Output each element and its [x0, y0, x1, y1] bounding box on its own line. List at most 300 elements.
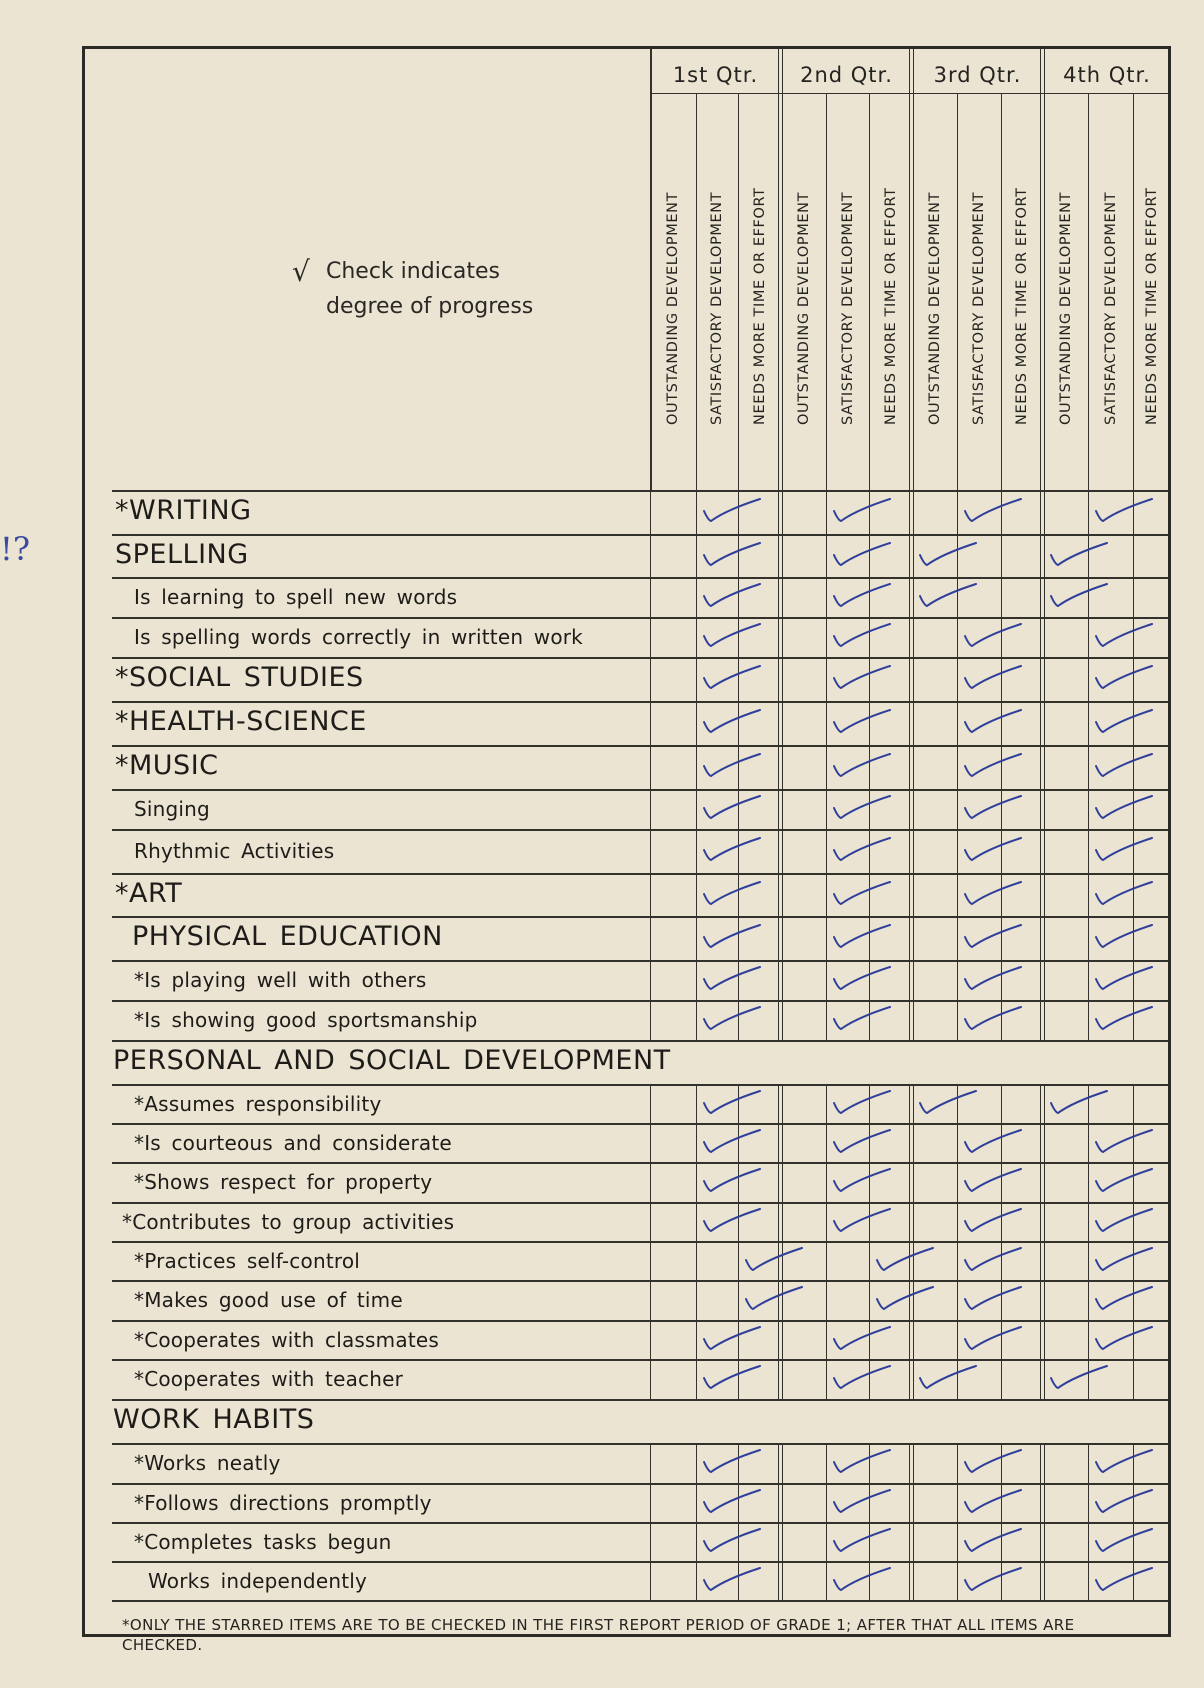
checkmark-icon: [702, 1322, 764, 1356]
legend-line-2: degree of progress: [326, 294, 534, 319]
column-rule: [1001, 577, 1002, 617]
quarter-rule: [778, 1162, 779, 1202]
column-rule: [696, 93, 697, 490]
row-label: *Cooperates with teacher: [134, 1367, 404, 1391]
row-label: *Completes tasks begun: [134, 1529, 392, 1554]
checkmark-icon: [832, 538, 894, 572]
column-rule: [1088, 1280, 1089, 1320]
column-rule: [650, 617, 651, 657]
checkmark-icon: [963, 920, 1025, 954]
column-rule: [650, 960, 651, 1000]
checkmark-icon: [963, 1445, 1025, 1479]
quarter-rule: [778, 916, 779, 960]
column-rule: [1088, 916, 1089, 960]
checkmark-icon: [832, 1086, 894, 1120]
quarter-rule: [782, 617, 783, 657]
row-label: *Practices self-control: [134, 1248, 361, 1273]
checkmark-icon: [1094, 1563, 1156, 1597]
column-rule: [826, 829, 827, 873]
quarter-rule: [782, 1522, 783, 1561]
quarter-rule: [1044, 1202, 1045, 1241]
quarter-rule: [909, 1202, 910, 1241]
column-label-q2-satisfactory: SATISFACTORY DEVELOPMENT: [839, 191, 856, 425]
column-rule: [826, 1162, 827, 1202]
column-rule: [650, 745, 651, 789]
checkmark-icon: [702, 619, 764, 653]
column-rule: [957, 829, 958, 873]
column-label-q1-needs-more: NEEDS MORE TIME OR EFFORT: [751, 187, 768, 425]
column-rule: [696, 1522, 697, 1561]
quarter-rule: [913, 1162, 914, 1202]
checkmark-icon: [963, 1282, 1025, 1316]
row-rule: [112, 829, 1168, 831]
column-rule: [650, 789, 651, 829]
checkmark-icon: [918, 1361, 980, 1395]
column-rule: [1088, 1483, 1089, 1522]
column-rule: [696, 1000, 697, 1040]
quarter-rule: [782, 1483, 783, 1522]
column-rule: [957, 1000, 958, 1040]
row-rule: [112, 916, 1168, 918]
column-rule: [826, 873, 827, 916]
quarter-rule: [909, 1162, 910, 1202]
quarter-rule: [1040, 534, 1041, 577]
checkmark-icon: √: [292, 255, 310, 288]
column-rule: [696, 534, 697, 577]
checkmark-icon: [832, 705, 894, 739]
column-rule: [650, 829, 651, 873]
column-label-q4-outstanding: OUTSTANDING DEVELOPMENT: [1057, 191, 1074, 425]
checkmark-icon: [875, 1282, 937, 1316]
checkmark-icon: [832, 920, 894, 954]
quarter-rule: [909, 577, 910, 617]
column-rule: [1088, 789, 1089, 829]
margin-annotation: !?: [0, 530, 31, 568]
column-rule: [1088, 617, 1089, 657]
checkmark-icon: [963, 494, 1025, 528]
quarter-rule: [1040, 490, 1041, 534]
quarter-rule: [1044, 1000, 1045, 1040]
checkmark-icon: [963, 749, 1025, 783]
column-rule: [1088, 701, 1089, 745]
column-rule: [1133, 1084, 1134, 1123]
quarter-rule: [1040, 617, 1041, 657]
column-rule: [1088, 1522, 1089, 1561]
quarter-rule: [782, 657, 783, 701]
column-rule: [957, 916, 958, 960]
quarter-rule: [1044, 873, 1045, 916]
checkmark-icon: [1094, 833, 1156, 867]
quarter-rule: [782, 745, 783, 789]
quarter-rule: [1040, 48, 1041, 492]
row-label: *Makes good use of time: [134, 1288, 403, 1312]
checkmark-icon: [963, 877, 1025, 911]
quarter-rule: [913, 657, 914, 701]
quarter-rule: [1040, 1522, 1041, 1561]
checkmark-icon: [702, 1361, 764, 1395]
quarter-rule: [909, 1123, 910, 1162]
column-rule: [826, 789, 827, 829]
checkmark-icon: [875, 1243, 937, 1277]
quarter-rule: [782, 534, 783, 577]
row-rule: [112, 534, 1168, 536]
column-rule: [650, 577, 651, 617]
checkmark-icon: [1094, 749, 1156, 783]
quarter-rule: [1044, 1162, 1045, 1202]
quarter-rule: [782, 960, 783, 1000]
row-label: WORK HABITS: [113, 1404, 315, 1435]
quarter-rule: [782, 829, 783, 873]
column-rule: [957, 1522, 958, 1561]
column-rule: [957, 701, 958, 745]
quarter-rule: [782, 1084, 783, 1123]
column-rule: [650, 1084, 651, 1123]
column-rule: [869, 1241, 870, 1280]
column-label-q3-needs-more: NEEDS MORE TIME OR EFFORT: [1014, 187, 1030, 425]
quarter-rule: [1044, 1483, 1045, 1522]
quarter-rule: [778, 577, 779, 617]
quarter-rule: [1040, 1084, 1041, 1123]
checkmark-icon: [832, 1164, 894, 1198]
checkmark-icon: [832, 619, 894, 653]
column-rule: [1088, 1241, 1089, 1280]
column-rule: [957, 1280, 958, 1320]
quarter-rule: [1044, 577, 1045, 617]
column-rule: [957, 93, 958, 490]
column-label-q3-satisfactory: SATISFACTORY DEVELOPMENT: [971, 191, 987, 425]
column-rule: [826, 1522, 827, 1561]
checkmark-icon: [1094, 661, 1156, 695]
column-rule: [826, 916, 827, 960]
column-rule: [957, 1483, 958, 1522]
quarter-rule: [909, 1320, 910, 1359]
column-rule: [1088, 1320, 1089, 1359]
checkmark-icon: [832, 1322, 894, 1356]
column-rule: [1088, 745, 1089, 789]
quarter-rule: [778, 1123, 779, 1162]
checkmark-icon: [963, 1485, 1025, 1519]
column-rule: [826, 1084, 827, 1123]
checkmark-icon: [963, 1243, 1025, 1277]
column-rule: [696, 1084, 697, 1123]
quarter-label-2: 2nd Qtr.: [800, 63, 893, 87]
column-rule: [1088, 1123, 1089, 1162]
checkmark-icon: [963, 962, 1025, 996]
checkmark-icon: [1094, 1524, 1156, 1558]
quarter-rule: [782, 1359, 783, 1399]
checkmark-icon: [832, 1002, 894, 1036]
quarter-rule: [1044, 1320, 1045, 1359]
column-label-q4-satisfactory: SATISFACTORY DEVELOPMENT: [1102, 191, 1119, 425]
checkmark-icon: [1094, 1282, 1156, 1316]
quarter-rule: [782, 490, 783, 534]
column-rule: [696, 960, 697, 1000]
column-rule: [826, 960, 827, 1000]
row-label: *WRITING: [115, 495, 252, 526]
quarter-rule: [1040, 1280, 1041, 1320]
quarter-rule: [913, 1522, 914, 1561]
quarter-rule: [778, 1084, 779, 1123]
column-rule: [650, 1359, 651, 1399]
column-rule: [869, 93, 870, 490]
column-rule: [826, 745, 827, 789]
quarter-rule: [778, 960, 779, 1000]
quarter-rule: [913, 789, 914, 829]
row-label: *Is courteous and considerate: [134, 1130, 452, 1155]
checkmark-icon: [832, 579, 894, 613]
checkmark-icon: [832, 1563, 894, 1597]
column-rule: [957, 1162, 958, 1202]
checkmark-icon: [918, 538, 980, 572]
quarter-rule: [1040, 1202, 1041, 1241]
quarter-rule: [909, 1084, 910, 1123]
quarter-rule: [1040, 745, 1041, 789]
quarter-rule: [913, 873, 914, 916]
checkmark-icon: [702, 877, 764, 911]
checkmark-icon: [963, 791, 1025, 825]
quarter-rule: [778, 789, 779, 829]
quarter-rule: [1044, 490, 1045, 534]
checkmark-icon: [1094, 962, 1156, 996]
checkmark-icon: [1094, 1002, 1156, 1036]
column-rule: [1088, 657, 1089, 701]
column-rule: [650, 1522, 651, 1561]
checkmark-icon: [963, 1322, 1025, 1356]
column-rule: [1001, 1084, 1002, 1123]
quarter-rule: [1044, 1084, 1045, 1123]
quarter-rule: [782, 1202, 783, 1241]
quarter-rule: [1044, 48, 1045, 492]
quarter-rule: [909, 1483, 910, 1522]
column-rule: [696, 1443, 697, 1483]
row-rule: [112, 873, 1168, 875]
checkmark-icon: [1094, 1445, 1156, 1479]
row-label: *Works neatly: [134, 1451, 281, 1475]
quarter-rule: [909, 534, 910, 577]
column-rule: [826, 1483, 827, 1522]
checkmark-icon: [702, 749, 764, 783]
quarter-label-4: 4th Qtr.: [1063, 63, 1151, 87]
checkmark-icon: [1094, 877, 1156, 911]
row-label: Rhythmic Activities: [134, 839, 335, 863]
column-rule: [826, 1320, 827, 1359]
checkmark-icon: [832, 1125, 894, 1159]
quarter-rule: [909, 490, 910, 534]
row-label: *Shows respect for property: [134, 1170, 433, 1194]
quarter-rule: [782, 873, 783, 916]
checkmark-icon: [832, 791, 894, 825]
quarter-rule: [1044, 657, 1045, 701]
column-label-q1-satisfactory: SATISFACTORY DEVELOPMENT: [709, 191, 725, 425]
quarter-rule: [1044, 534, 1045, 577]
row-label: Is learning to spell new words: [134, 585, 458, 609]
quarter-rule: [1044, 789, 1045, 829]
column-rule: [696, 789, 697, 829]
quarter-rule: [909, 657, 910, 701]
checkmark-icon: [702, 705, 764, 739]
column-rule: [650, 1280, 651, 1320]
quarter-rule: [1044, 1443, 1045, 1483]
checkmark-icon: [702, 1164, 764, 1198]
checkmark-icon: [832, 1485, 894, 1519]
quarter-rule: [913, 1123, 914, 1162]
column-rule: [650, 873, 651, 916]
column-rule: [957, 745, 958, 789]
quarter-rule: [913, 577, 914, 617]
quarter-rule: [778, 745, 779, 789]
column-rule: [957, 617, 958, 657]
column-rule: [1088, 829, 1089, 873]
quarter-rule: [913, 1443, 914, 1483]
column-rule: [1088, 1162, 1089, 1202]
column-rule: [957, 873, 958, 916]
column-rule: [826, 1280, 827, 1320]
quarter-rule: [782, 1561, 783, 1600]
checkmark-icon: [1049, 579, 1111, 613]
column-rule: [1088, 1561, 1089, 1600]
checkmark-icon: [702, 1563, 764, 1597]
checkmark-icon: [1094, 619, 1156, 653]
column-rule: [1133, 93, 1134, 490]
quarter-rule: [1040, 916, 1041, 960]
checkmark-icon: [1094, 920, 1156, 954]
row-label: *ART: [115, 877, 183, 909]
column-rule: [1088, 1202, 1089, 1241]
column-rule: [696, 1483, 697, 1522]
row-rule: [112, 577, 1168, 579]
quarter-rule: [909, 1000, 910, 1040]
quarter-rule: [1040, 1123, 1041, 1162]
quarter-rule: [1044, 1561, 1045, 1600]
quarter-rule: [913, 960, 914, 1000]
quarter-rule: [778, 1202, 779, 1241]
column-rule: [696, 1561, 697, 1600]
checkmark-icon: [702, 1204, 764, 1238]
row-label: *SOCIAL STUDIES: [115, 662, 364, 693]
checkmark-icon: [1094, 1322, 1156, 1356]
checkmark-icon: [744, 1243, 806, 1277]
column-rule: [957, 1241, 958, 1280]
quarter-rule: [782, 577, 783, 617]
quarter-rule: [782, 1000, 783, 1040]
quarter-rule: [778, 701, 779, 745]
quarter-rule: [782, 1123, 783, 1162]
quarter-rule: [782, 701, 783, 745]
column-rule: [826, 657, 827, 701]
column-rule: [1088, 1443, 1089, 1483]
row-rule: [112, 657, 1168, 659]
checkmark-icon: [1094, 791, 1156, 825]
row-label: *Contributes to group activities: [122, 1209, 455, 1234]
column-label-q4-needs-more: NEEDS MORE TIME OR EFFORT: [1144, 187, 1160, 425]
quarter-rule: [1044, 916, 1045, 960]
column-rule: [650, 1561, 651, 1600]
row-label: PHYSICAL EDUCATION: [132, 921, 443, 952]
quarter-rule: [778, 1359, 779, 1399]
column-rule: [826, 1561, 827, 1600]
column-rule: [738, 1280, 739, 1320]
column-rule: [650, 534, 651, 577]
checkmark-icon: [702, 1002, 764, 1036]
column-rule: [1001, 534, 1002, 577]
quarter-rule: [778, 1000, 779, 1040]
row-label: Is spelling words correctly in written work: [134, 625, 583, 649]
checkmark-icon: [702, 1125, 764, 1159]
row-label: SPELLING: [115, 538, 249, 570]
checkmark-icon: [1094, 705, 1156, 739]
quarter-rule: [913, 1320, 914, 1359]
column-rule: [696, 657, 697, 701]
checkmark-icon: [963, 833, 1025, 867]
checkmark-icon: [1094, 1243, 1156, 1277]
quarter-rule: [778, 873, 779, 916]
checkmark-icon: [832, 661, 894, 695]
quarter-rule: [1040, 657, 1041, 701]
column-rule: [957, 1443, 958, 1483]
column-rule: [696, 1202, 697, 1241]
column-rule: [650, 1000, 651, 1040]
quarter-rule: [913, 534, 914, 577]
column-rule: [1088, 960, 1089, 1000]
checkmark-icon: [963, 1164, 1025, 1198]
checkmark-icon: [963, 661, 1025, 695]
quarter-rule: [913, 1000, 914, 1040]
row-rule: [112, 745, 1168, 747]
column-rule: [650, 701, 651, 745]
column-label-q1-outstanding: OUTSTANDING DEVELOPMENT: [665, 191, 681, 425]
checkmark-icon: [744, 1282, 806, 1316]
checkmark-icon: [963, 1002, 1025, 1036]
checkmark-icon: [963, 1204, 1025, 1238]
row-rule: [112, 701, 1168, 703]
row-label: PERSONAL AND SOCIAL DEVELOPMENT: [113, 1045, 671, 1076]
quarter-rule: [909, 48, 910, 492]
checkmark-icon: [702, 579, 764, 613]
checkmark-icon: [702, 962, 764, 996]
quarter-rule: [909, 873, 910, 916]
checkmark-icon: [918, 1086, 980, 1120]
column-rule: [696, 701, 697, 745]
column-rule: [650, 490, 651, 534]
legend-line-1: Check indicates: [326, 259, 501, 284]
quarter-rule: [778, 1483, 779, 1522]
quarter-rule: [1040, 829, 1041, 873]
column-rule: [650, 48, 652, 492]
column-rule: [957, 1320, 958, 1359]
quarter-label-rule: [650, 93, 1168, 94]
quarter-rule: [909, 617, 910, 657]
quarter-rule: [1040, 1162, 1041, 1202]
column-rule: [826, 1443, 827, 1483]
checkmark-icon: [1094, 1164, 1156, 1198]
quarter-rule: [1044, 1123, 1045, 1162]
quarter-rule: [909, 1359, 910, 1399]
column-rule: [696, 1162, 697, 1202]
column-rule: [650, 1443, 651, 1483]
quarter-rule: [913, 617, 914, 657]
column-rule: [650, 916, 651, 960]
checkmark-icon: [832, 1361, 894, 1395]
quarter-rule: [1040, 873, 1041, 916]
checkmark-icon: [1049, 1086, 1111, 1120]
quarter-rule: [1044, 829, 1045, 873]
column-rule: [1088, 1000, 1089, 1040]
row-label: *HEALTH-SCIENCE: [115, 706, 367, 737]
column-rule: [696, 873, 697, 916]
column-rule: [957, 789, 958, 829]
checkmark-icon: [702, 494, 764, 528]
column-rule: [696, 617, 697, 657]
